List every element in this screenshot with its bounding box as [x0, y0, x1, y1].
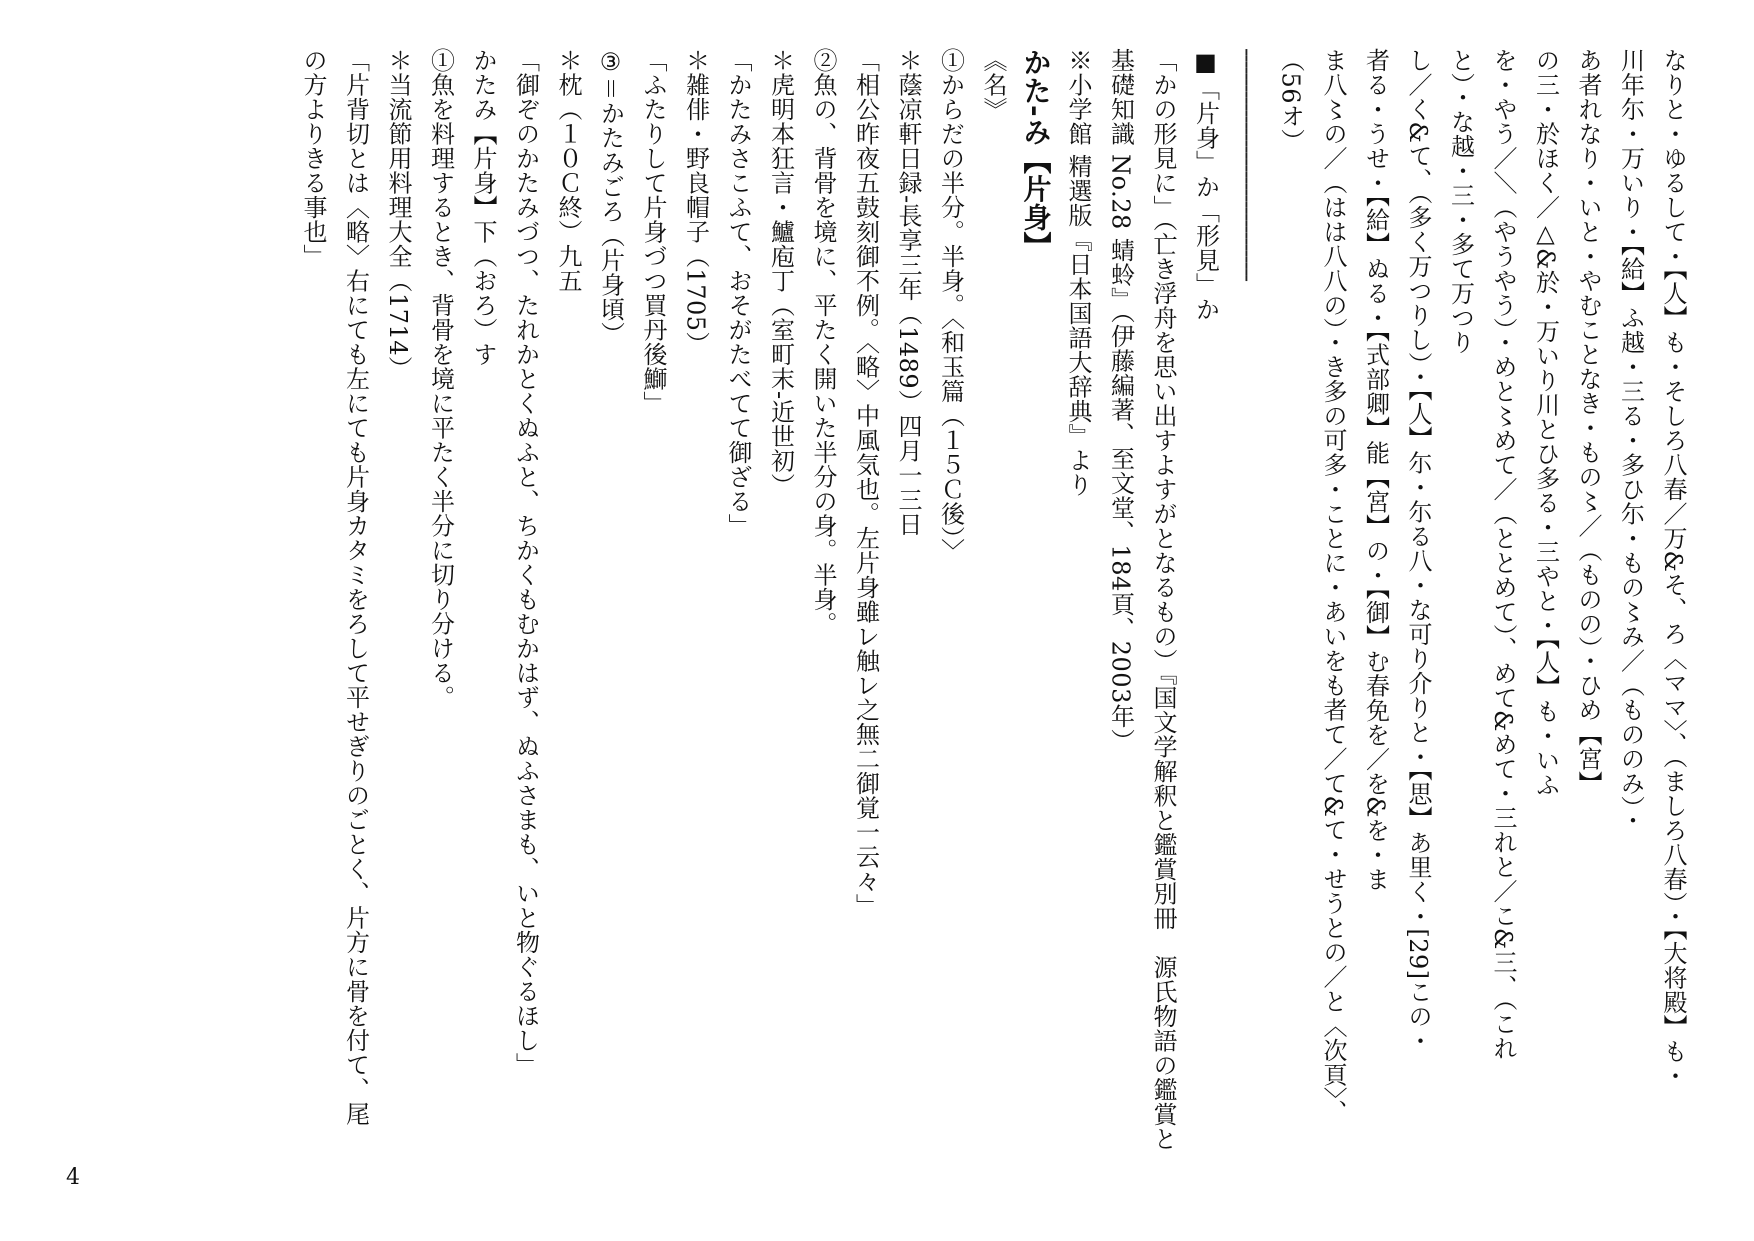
dashed-divider: ‐‐‐‐‐‐‐‐‐‐‐‐‐‐‐‐‐‐‐‐‐‐‐‐‐‐‐‐‐‐‐‐‐‐‐‐‐‐ [1234, 48, 1262, 281]
text-line: を・やう／＼（やうやう）・めと〻めて／（ととめて）、めて&めて・三れと／こ&三、（これ [1489, 48, 1517, 1061]
text-line: 川年尓・万いり・【給】ふ越・三る・多ひ尓・もの〻み／（もののみ）・ [1616, 48, 1645, 833]
text-line: ＊虎明本狂言・鱸庖丁（室町末‐近世初） [766, 48, 795, 498]
entry-heading: かた‐み【片身】 [1019, 48, 1053, 260]
text-line: 《名》 [979, 48, 1007, 122]
text-line: ＊雑俳・野良帽子（1705） [681, 48, 710, 357]
text-line: ＊当流節用料理大全（1714） [384, 48, 412, 381]
text-line: ②魚の、背骨を境に、平たく開いた半分の身。半身。 [809, 48, 837, 636]
text-line: 「ふたりして片身づつ買丹後鰤」 [639, 48, 667, 416]
text-line: し／く&て、（多く万つりし）・【人】尓・尓る八・な可り介りと・【思】あ里く・[29]この・ [1404, 48, 1432, 1054]
text-line: ま八〻の／（はは八八の）・き多の可多・ことに・あいをも者て／て&て・せうとの／と〈次頁〉、 [1319, 48, 1347, 1124]
text-line: 「かたみさこふて、おそがたべてて御ざる」 [724, 48, 752, 538]
text-line: あ者れなり・いと・やむことなき・もの〻／（ものの）・ひめ【宮】 [1574, 48, 1602, 796]
text-line: 「片背切とは〈略〉右にても左にても片身カタミをろして平せぎりのごとく、片方に骨を付て、尾 [341, 48, 370, 1126]
text-line: ③＝かたみごろ（片身頃） [596, 48, 625, 346]
text-line: 「かの形見に」（亡き浮舟を思い出すよすがとなるもの）『国文学解釈と鑑賞別冊 源氏物語の鑑賞と [1149, 48, 1177, 1151]
text-line: かたみ【片身】下（おろ）す [469, 48, 497, 367]
text-line: ①魚を料理するとき、背骨を境に平たく半分に切り分ける。 [426, 48, 455, 710]
text-line: 「相公昨夜五鼓刻御不例。〈略〉中風気也。左片身雖レ触レ之無二御覚一云々」 [851, 48, 880, 918]
text-line: なりと・ゆるして・【人】も・そしろ八春／万&そ、ろ〈ママ〉、（ましろ八春）・【大将殿】も・ [1659, 48, 1687, 1088]
text-line: 者る・うせ・【給】ぬる・【式部卿】能【宮】の・【御】む春免を／を&を・ま [1361, 48, 1390, 892]
text-line: ＊枕（１０Ｃ終）九五 [554, 48, 582, 293]
text-line: 「御ぞのかたみづつ、たれかとくぬふと、ちかくもむかはず、ぬふさまも、いと物ぐるほし」 [511, 48, 540, 1077]
text-line: 基礎知識 No.28 蜻蛉』（伊藤編著、至文堂、184頁、2003年） [1106, 48, 1135, 753]
text-line: の方よりきる事也」 [299, 48, 327, 269]
text-line: と）・な越・三・多て万つり [1446, 48, 1475, 355]
text-line: ■「片身」か「形見」か [1191, 48, 1220, 322]
vertical-text-body [292, 48, 1695, 1198]
text-line: の三・於ほく／△&於・万いり川とひ多る・三やと・【人】も・いふ [1531, 48, 1560, 797]
text-line: ①からだの半分。半身。〈和玉篇（１５Ｃ後）〉 [936, 48, 965, 563]
text-line: ※小学館 精選版『日本国語大辞典』より [1064, 48, 1092, 498]
text-line: ＊蔭凉軒日録‐長享三年（1489）四月一三日 [894, 48, 922, 537]
page-number: 4 [66, 1165, 80, 1190]
text-line: （56オ） [1276, 48, 1305, 154]
